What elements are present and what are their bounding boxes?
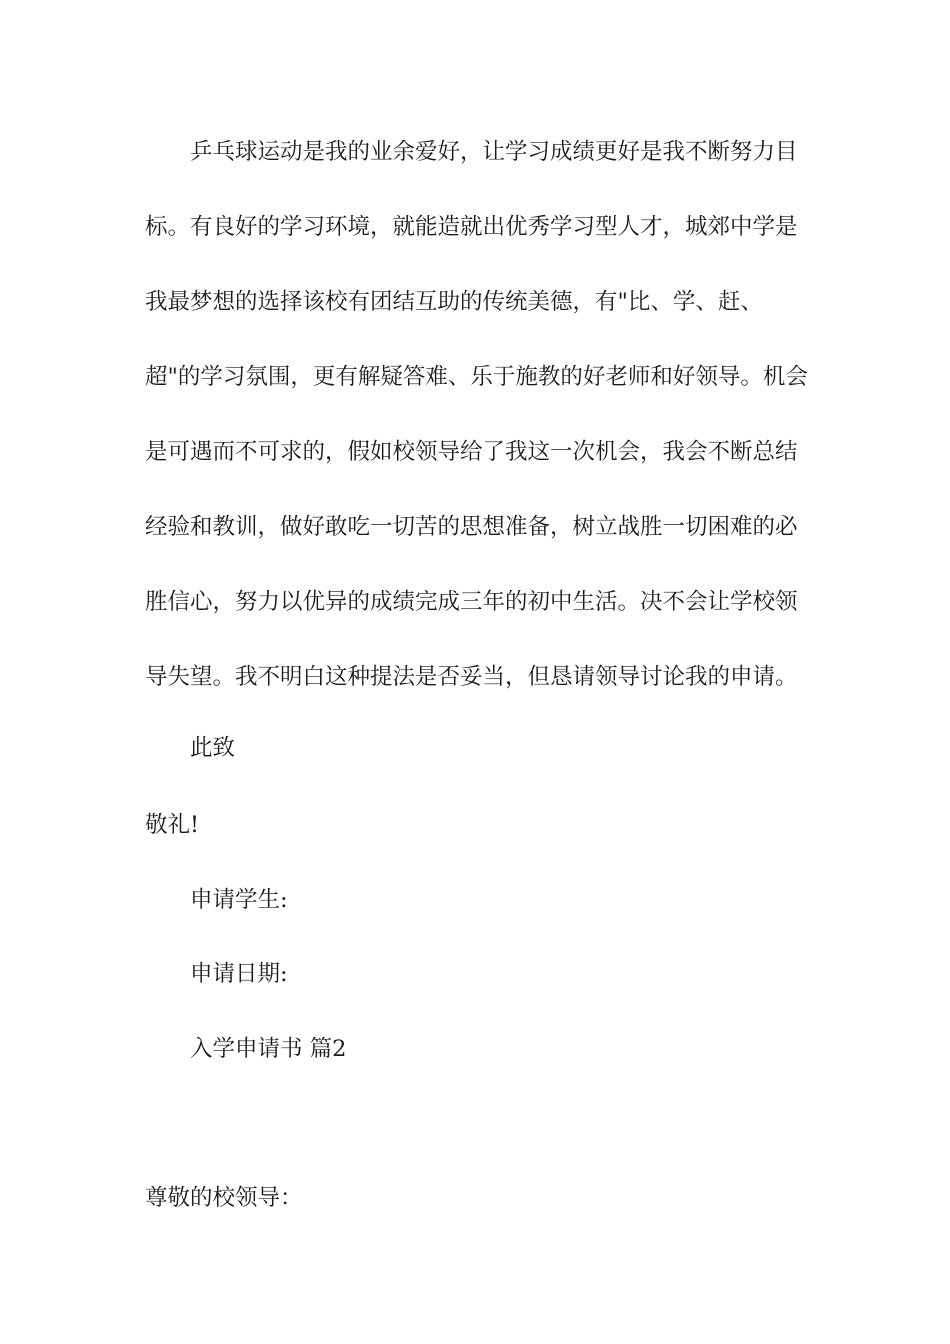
closing-salutation: 此致: [190, 735, 236, 761]
closing-regards: 敬礼!: [145, 812, 200, 838]
application-date-label: 申请日期:: [190, 961, 288, 987]
greeting: 尊敬的校领导：: [145, 1185, 303, 1211]
applicant-label: 申请学生:: [190, 887, 288, 913]
section-title: 入学申请书 篇2: [190, 1036, 347, 1062]
body-paragraph: 乒乓球运动是我的业余爱好，让学习成绩更好是我不断努力目标。有良好的学习环境，就能造就出优秀学习型人才，城郊中学是我最梦想的选择该校有团结互助的传统美德，有"比、学、赶、超"的学习氛围，更有解疑答难、乐于施教的好老师和好领导。机会是可遇而不可求的，假如校领导给了我这一次机会，我会不断总结经验和教训，做好敢吃一切苦的思想准备，树立战胜一切困难的必胜信心，努力以优异的成绩完成三年的初中生活。决不会让学校领导失望。我不明白这种提法是否妥当，但恳请领导讨论我的申请。: [145, 139, 808, 690]
